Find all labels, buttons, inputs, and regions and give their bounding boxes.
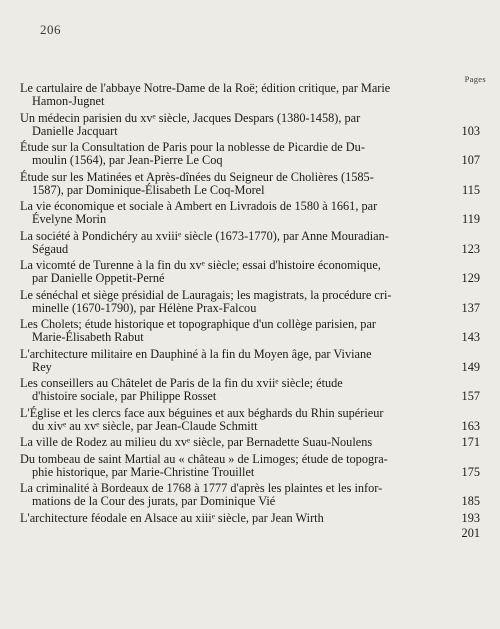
entry-title — [20, 289, 454, 315]
entry-title — [20, 453, 454, 479]
entry-title — [20, 377, 454, 403]
entry-title — [20, 348, 454, 374]
entry-title — [20, 82, 454, 108]
entry-title-continuation: Évelyne Morin — [32, 212, 107, 226]
toc-entry — [20, 141, 488, 167]
entry-page-number: 119 — [462, 212, 480, 226]
toc-entry — [20, 289, 488, 315]
toc-entry — [20, 510, 488, 540]
entry-title-line: Du tombeau de saint Martial au « château » de Limoges; étude de topogra- — [20, 451, 388, 466]
toc-entry — [20, 377, 488, 403]
entry-page-number: 129 — [461, 271, 480, 285]
entry-title-continuation: moulin (1564), par Jean-Pierre Le Coq — [32, 153, 223, 167]
entry-page-number: 103 — [461, 123, 480, 138]
entry-title-line: L'Église et les clercs face aux béguines et aux béghards du Rhin supérieur — [20, 405, 384, 420]
entry-title-continuation: par Danielle Oppetit-Perné — [32, 271, 165, 285]
entry-title-line: La criminalité à Bordeaux de 1768 à 1777 d'après les plaintes et les infor- — [20, 481, 383, 495]
entry-title-line: L'architecture féodale en Alsace au xiiiᵉ siècle, par Jean Wirth — [20, 510, 324, 525]
entry-title-line: Étude sur les Matinées et Après-dînées du Seigneur de Cholières (1585- — [20, 169, 374, 184]
entry-page-number: 115 — [462, 182, 480, 197]
entry-title — [20, 512, 454, 525]
entry-title-continuation: du xivᵉ au xvᵉ siècle, par Jean-Claude Schmitt — [32, 418, 258, 433]
entry-title-line: La société à Pondichéry au xviiiᵉ siècle (1673-1770), par Anne Mouradian- — [20, 228, 389, 243]
toc-entry — [20, 482, 488, 508]
entry-title — [20, 436, 454, 449]
toc-entry — [20, 453, 488, 479]
table-of-contents — [20, 81, 488, 540]
entry-title-line: L'architecture militaire en Dauphiné à la fin du Moyen âge, par Viviane — [20, 346, 372, 361]
entry-page-number: 149 — [461, 359, 480, 374]
toc-entry — [20, 200, 488, 226]
entry-title-continuation: mations de la Cour des jurats, par Dominique Vié — [32, 494, 276, 508]
entry-title — [20, 200, 454, 226]
entry-title-line: Les conseillers au Châtelet de Paris de la fin du xviiᵉ siècle; étude — [20, 376, 343, 390]
entry-page-number: 201 — [461, 525, 480, 540]
pages-column-header: Pages — [464, 74, 486, 84]
toc-entry — [20, 436, 488, 449]
entry-page-number: 143 — [461, 330, 480, 344]
entry-page-number: 107 — [461, 153, 480, 167]
entry-page-number: 123 — [461, 241, 480, 256]
entry-title — [20, 482, 454, 508]
entry-title — [20, 171, 454, 197]
entry-title — [20, 259, 454, 285]
entry-title-continuation: d'histoire sociale, par Philippe Rosset — [32, 389, 217, 403]
entry-title-line: La vicomté de Turenne à la fin du xvᵉ siècle; essai d'histoire économique, — [20, 258, 381, 272]
toc-entry — [20, 112, 488, 138]
entry-title — [20, 318, 454, 344]
entry-title-continuation: 1587), par Dominique-Élisabeth Le Coq-Morel — [32, 182, 265, 197]
entry-title — [20, 141, 454, 167]
entry-title-line: Les Cholets; étude historique et topographique d'un collège parisien, par — [20, 317, 376, 331]
entry-page-number: 137 — [461, 300, 480, 315]
entry-title-line: Étude sur la Consultation de Paris pour la noblesse de Picardie de Du- — [20, 140, 365, 154]
entry-title — [20, 407, 454, 433]
entry-page-number: 193 — [461, 510, 480, 525]
entry-title-line: La ville de Rodez au milieu du xvᵉ siècle, par Bernadette Suau-Noulens — [20, 435, 373, 449]
entry-title — [20, 112, 454, 138]
page-number: 206 — [40, 22, 61, 37]
entry-page-number: 163 — [461, 418, 480, 433]
entry-title-line: Un médecin parisien du xvᵉ siècle, Jacques Despars (1380-1458), par — [20, 110, 361, 125]
entry-page-number: 157 — [461, 389, 480, 403]
entry-title-continuation: minelle (1670-1790), par Hélène Prax-Falcou — [32, 300, 257, 315]
toc-entry — [20, 82, 488, 108]
toc-entry — [20, 348, 488, 374]
toc-entry — [20, 407, 488, 433]
entry-title-continuation: Danielle Jacquart — [32, 123, 118, 138]
toc-entry — [20, 230, 488, 256]
toc-entry — [20, 259, 488, 285]
entry-title-continuation: phie historique, par Marie-Christine Trouillet — [32, 464, 255, 479]
entry-page-number: 171 — [461, 435, 480, 449]
entry-page-number: 175 — [461, 464, 480, 479]
entry-title-line: La vie économique et sociale à Ambert en Livradois de 1580 à 1661, par — [20, 199, 378, 213]
entry-title-continuation: Rey — [32, 359, 52, 374]
toc-entry — [20, 171, 488, 197]
entry-title-line: Le cartulaire de l'abbaye Notre-Dame de la Roë; édition critique, par Marie — [20, 81, 391, 95]
entry-title-continuation: Hamon-Jugnet — [32, 94, 105, 108]
entry-title-continuation: Marie-Élisabeth Rabut — [32, 330, 144, 344]
entry-title-line: Le sénéchal et siège présidial de Lauragais; les magistrats, la procédure cri- — [20, 287, 392, 302]
entry-title — [20, 230, 454, 256]
toc-entry — [20, 318, 488, 344]
entry-page-number: 185 — [461, 494, 480, 508]
entry-title-continuation: Ségaud — [32, 241, 69, 256]
